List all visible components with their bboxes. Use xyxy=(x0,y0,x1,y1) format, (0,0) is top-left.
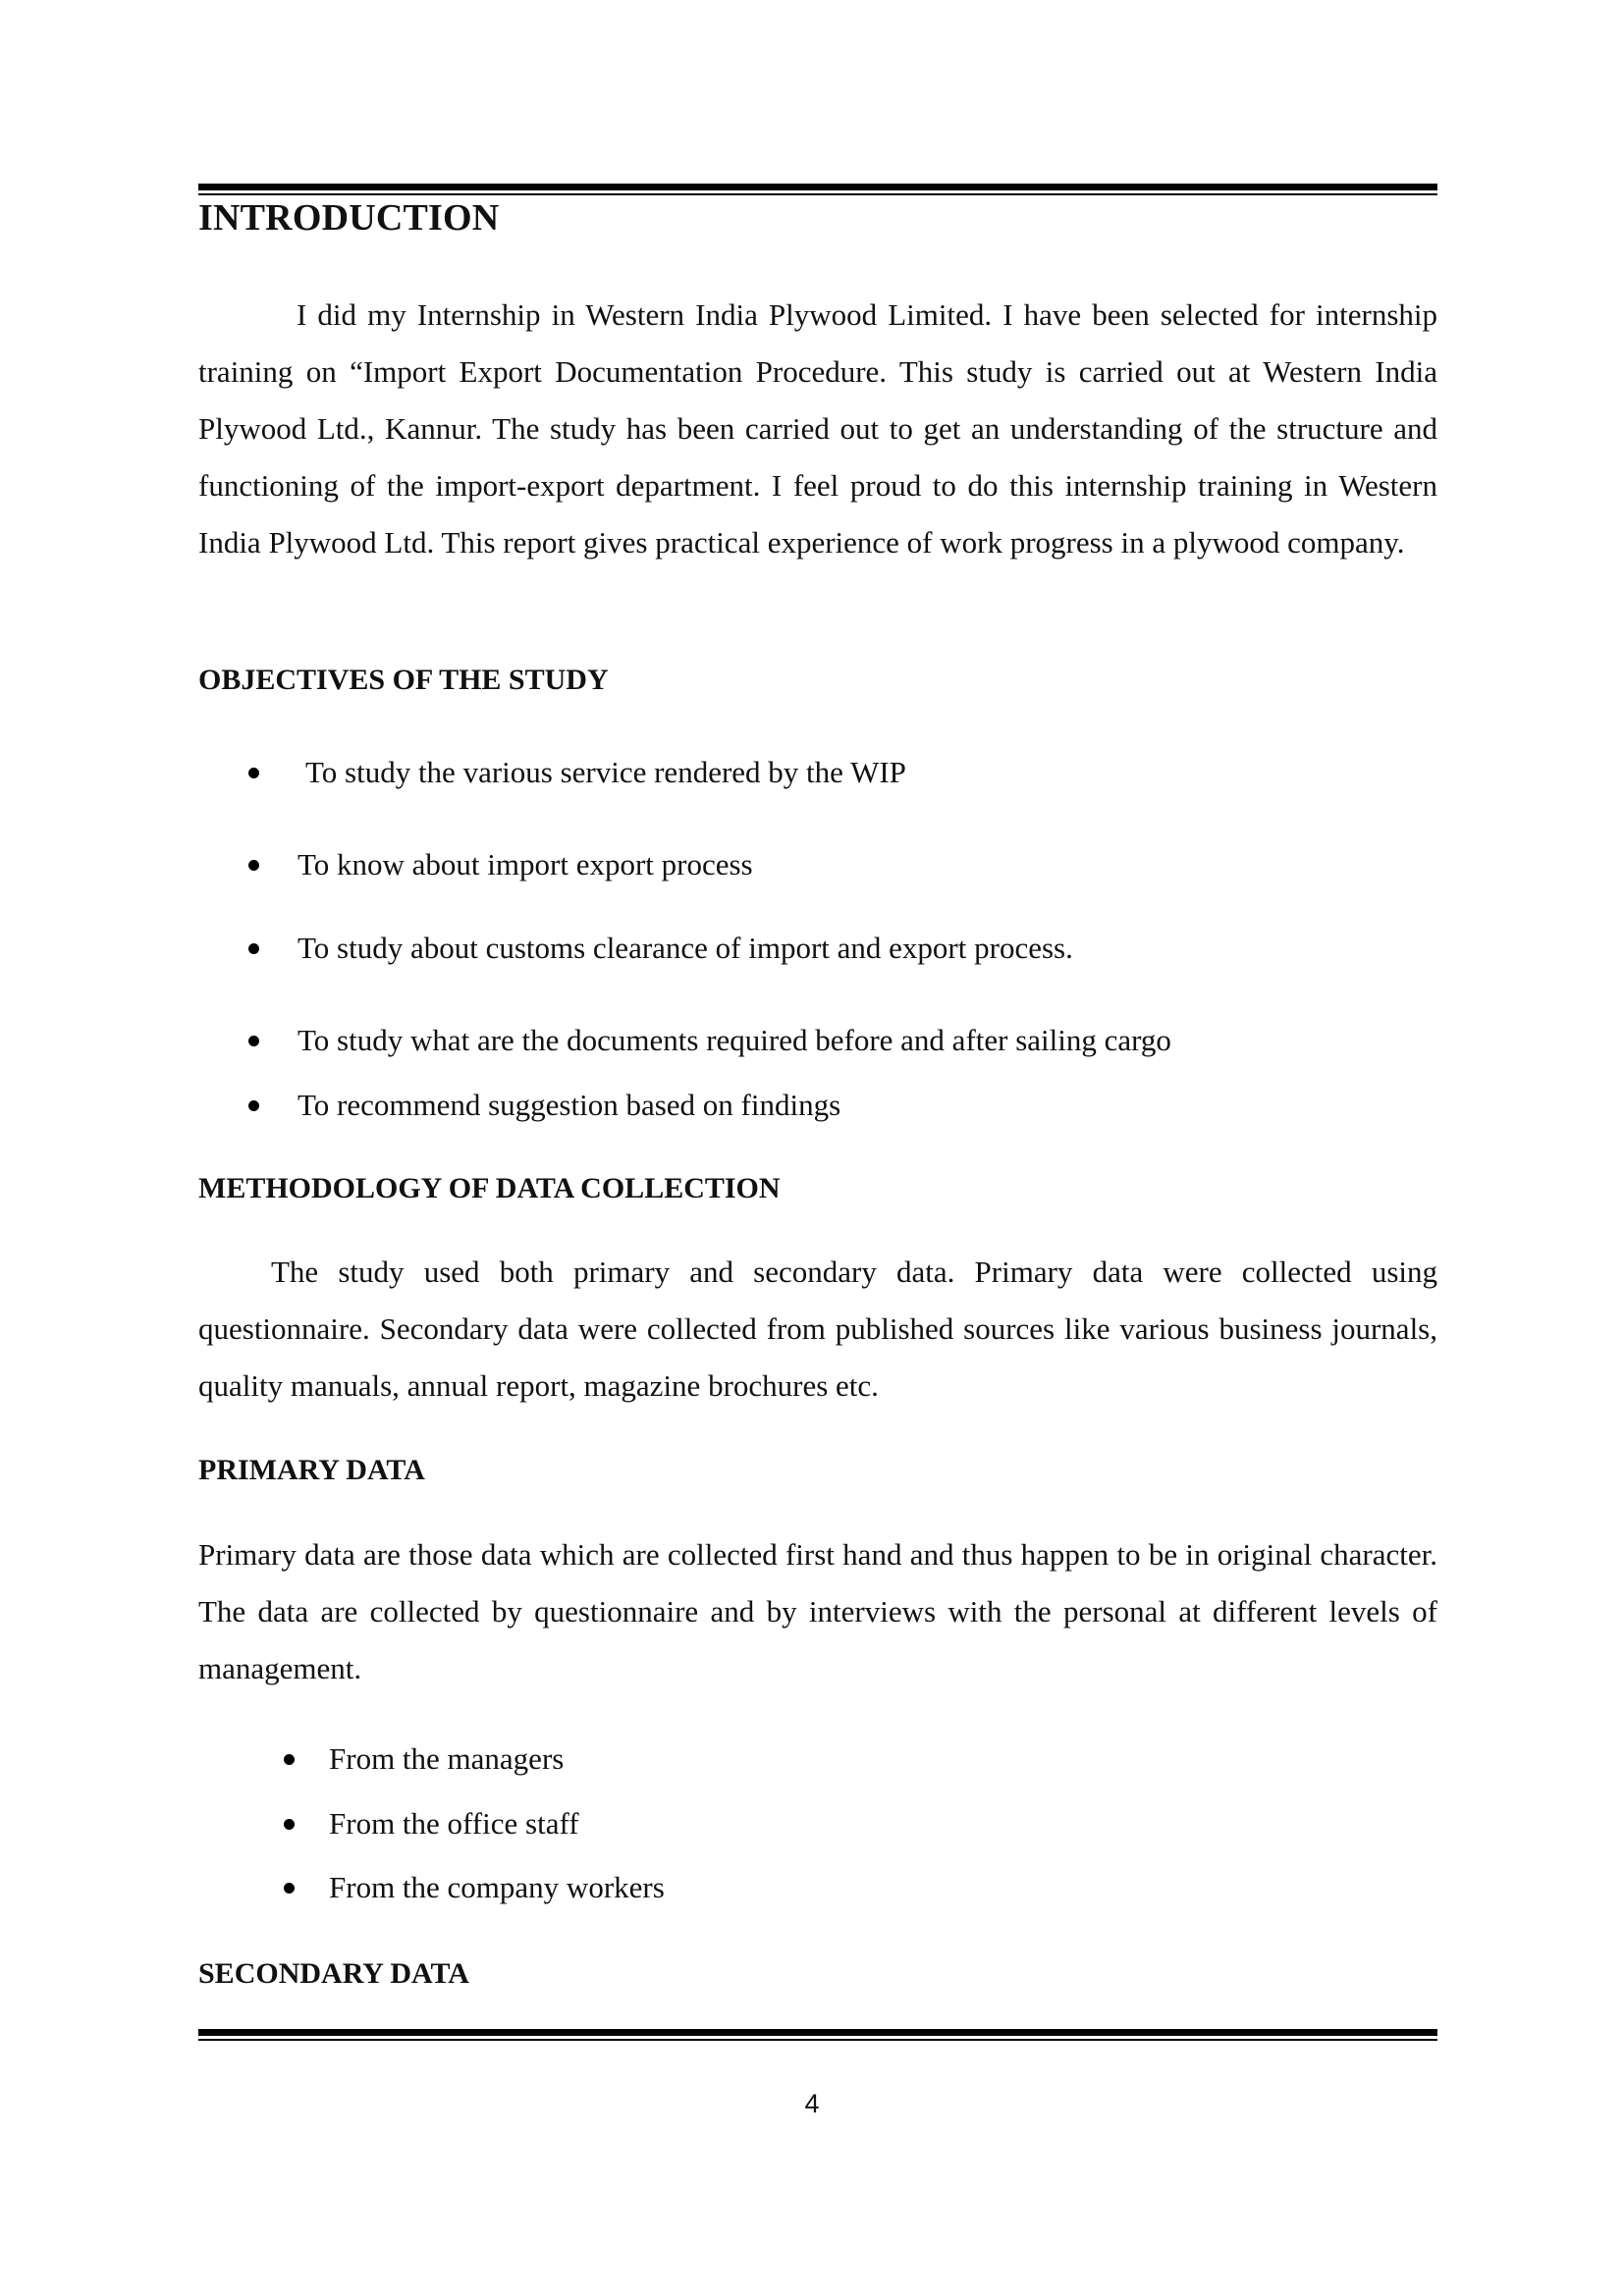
list-item xyxy=(284,1804,579,1843)
bullet-icon xyxy=(284,1883,295,1894)
bullet-icon xyxy=(248,1036,259,1046)
bottom-border-rule xyxy=(198,2029,1437,2041)
primary-data-paragraph: Primary data are those data which are collected first hand and thus happen to be in original character. The data are collected by questionnaire and by interviews with the personal at different levels of management. xyxy=(198,1537,1437,1685)
list-item-text: To study the various service rendered by the WIP xyxy=(305,755,906,789)
top-border-rule xyxy=(198,184,1437,195)
bullet-icon xyxy=(284,1819,295,1830)
methodology-heading: METHODOLOGY OF DATA COLLECTION xyxy=(198,1172,781,1204)
intro-paragraph: I did my Internship in Western India Plywood Limited. I have been selected for internship training on “Import Export Documentation Procedure. This study is carried out at Western India Plywood Ltd., Kannur. The study has been carried out to get an understanding of the structure and functioning of the import-export department. I feel proud to do this internship training in Western India Plywood Ltd. This report gives practical experience of work progress in a plywood company. xyxy=(198,297,1437,560)
secondary-data-heading: SECONDARY DATA xyxy=(198,1957,469,1990)
list-item-text: To know about import export process xyxy=(298,847,753,881)
list-item xyxy=(248,1021,1171,1060)
page-number: 4 xyxy=(804,2089,820,2118)
bullet-icon xyxy=(248,1100,259,1111)
list-item xyxy=(248,929,1073,968)
list-item-text: To recommend suggestion based on findings xyxy=(298,1088,841,1122)
methodology-paragraph: The study used both primary and secondary data. Primary data were collected using questionnaire. Secondary data were collected from published sources like various business journals, quality manuals, annual report, magazine brochures etc. xyxy=(198,1255,1437,1403)
list-item-text: To study about customs clearance of import and export process. xyxy=(298,931,1073,965)
objectives-heading: OBJECTIVES OF THE STUDY xyxy=(198,664,609,696)
list-item-text: To study what are the documents required before and after sailing cargo xyxy=(298,1023,1171,1057)
list-item-text: From the office staff xyxy=(329,1806,579,1841)
bullet-icon xyxy=(248,860,259,871)
page-title: INTRODUCTION xyxy=(198,197,500,239)
list-item xyxy=(284,1739,564,1779)
list-item xyxy=(248,1086,840,1125)
list-item xyxy=(248,845,753,884)
list-item xyxy=(284,1868,665,1907)
bullet-icon xyxy=(248,943,259,954)
primary-data-heading: PRIMARY DATA xyxy=(198,1454,425,1486)
list-item-text: From the managers xyxy=(329,1741,565,1776)
list-item-text: From the company workers xyxy=(329,1870,665,1904)
list-item xyxy=(248,753,906,792)
bullet-icon xyxy=(284,1754,295,1765)
bullet-icon xyxy=(248,768,259,778)
